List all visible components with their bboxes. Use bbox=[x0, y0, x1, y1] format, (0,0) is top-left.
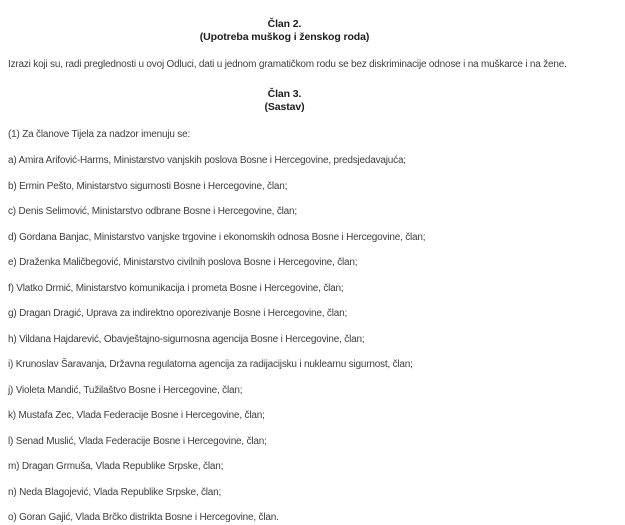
article-2-subtitle: (Upotreba muškog i ženskog roda) bbox=[199, 31, 370, 43]
member-item: k) Mustafa Zec, Vlada Federacije Bosne i Hercegovine, član; bbox=[8, 410, 265, 421]
article-2-paragraph: Izrazi koji su, radi preglednosti u ovoj Odluci, dati u jednom gramatičkom rodu se bez diskriminacije odnose i na muškarce i na žene. bbox=[8, 59, 567, 70]
member-item: h) Vildana Hajdarević, Obavještajno-sigurnosna agencija Bosne i Hercegovine, član; bbox=[8, 333, 365, 345]
article-3-intro: (1) Za članove Tijela za nadzor imenuju se: bbox=[8, 129, 191, 140]
article-3-subtitle: (Sastav) bbox=[264, 101, 305, 113]
member-item: d) Gordana Banjac, Ministarstvo vanjske trgovine i ekonomskih odnosa Bosne i Hercegovine, član; bbox=[8, 231, 426, 243]
member-item: b) Ermin Pešto, Ministarstvo sigurnosti Bosne i Hercegovine, član; bbox=[8, 180, 288, 192]
member-item: j) Violeta Mandić, Tužilaštvo Bosne i Hercegovine, član; bbox=[8, 384, 243, 396]
member-item: i) Krunoslav Šaravanja, Državna regulatorna agencija za radijacijsku i nuklearnu sigurnost, član; bbox=[8, 359, 413, 370]
member-item: g) Dragan Dragić, Uprava za indirektno oporezivanje Bosne i Hercegovine, član; bbox=[8, 308, 348, 319]
member-list bbox=[8, 153, 561, 525]
article-2-title: Član 2. bbox=[267, 18, 302, 30]
member-item: m) Dragan Grmuša, Vlada Republike Srpske, član; bbox=[8, 461, 224, 472]
member-item: c) Denis Selimović, Ministarstvo odbrane Bosne i Hercegovine, član; bbox=[8, 206, 297, 217]
member-item: e) Draženka Maličbegović, Ministarstvo civilnih poslova Bosne i Hercegovine, član; bbox=[8, 257, 358, 268]
member-item: a) Amira Arifović-Harms, Ministarstvo vanjskih poslova Bosne i Hercegovine, predsjedavajuća; bbox=[8, 155, 406, 166]
member-item: f) Vlatko Drmić, Ministarstvo komunikacija i prometa Bosne i Hercegovine, član; bbox=[8, 282, 344, 294]
article-3-title: Član 3. bbox=[267, 88, 302, 100]
member-item: l) Senad Muslić, Vlada Federacije Bosne i Hercegovine, član; bbox=[8, 435, 267, 447]
member-item: o) Goran Gajić, Vlada Brčko distrikta Bosne i Hercegovine, član. bbox=[8, 512, 279, 523]
member-item: n) Neda Blagojević, Vlada Republike Srpske, član; bbox=[8, 486, 222, 498]
